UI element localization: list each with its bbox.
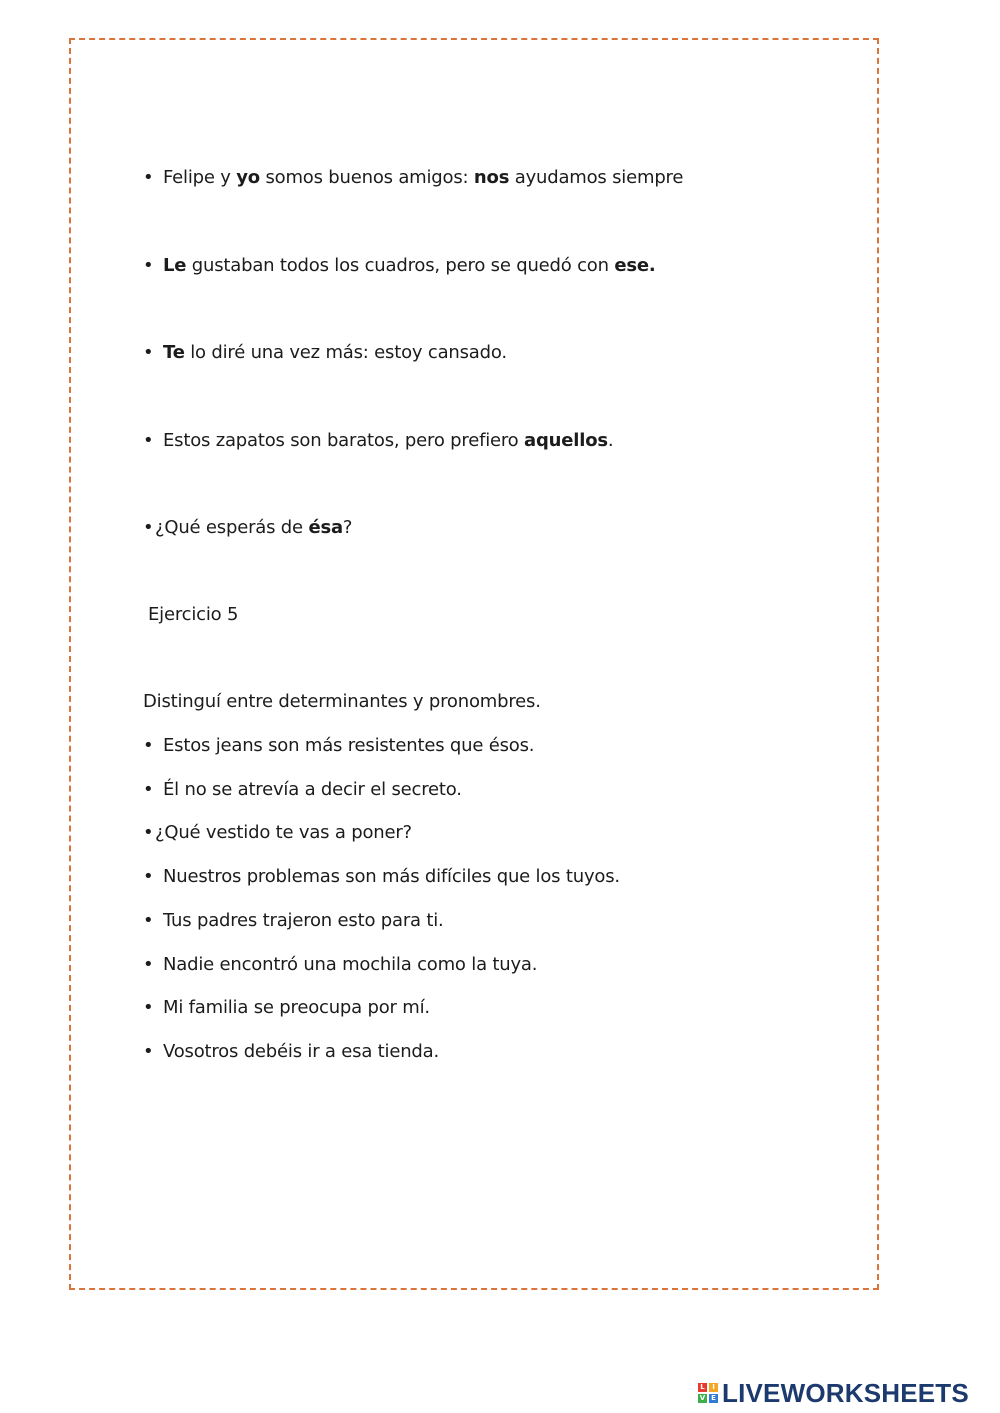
exercise-item-8: [143, 1040, 439, 1064]
sentence-5: [143, 516, 352, 540]
exercise-title: Ejercicio 5: [148, 604, 239, 625]
bold-word: aquellos: [524, 430, 608, 451]
bullet: •: [143, 735, 154, 756]
exercise-item-4: [143, 865, 620, 889]
sentence-3: [143, 341, 507, 365]
sentence-text: somos buenos amigos:: [259, 167, 474, 188]
sentence-text: .: [607, 430, 614, 451]
bold-word: yo: [236, 167, 260, 188]
bullet: •: [143, 517, 154, 538]
item-text: ¿Qué vestido te vas a poner?: [155, 822, 412, 843]
sentence-text: ?: [342, 517, 353, 538]
bullet: •: [143, 910, 154, 931]
bullet: •: [143, 430, 154, 451]
item-text: Nuestros problemas son más difíciles que los tuyos.: [163, 866, 620, 887]
sentence-2: [143, 254, 656, 278]
exercise-item-2: [143, 778, 462, 802]
bold-word: ese.: [614, 255, 656, 276]
sentence-1: [143, 166, 683, 190]
bullet: •: [143, 997, 154, 1018]
sentence-text: lo diré una vez más: estoy cansado.: [184, 342, 507, 363]
bold-word: ésa: [308, 517, 343, 538]
item-text: Vosotros debéis ir a esa tienda.: [163, 1041, 439, 1062]
bold-word: Te: [163, 342, 185, 363]
exercise-item-6: [143, 953, 537, 977]
bold-word: nos: [473, 167, 510, 188]
logo-icon: [698, 1383, 718, 1403]
sentence-text: Estos zapatos son baratos, pero prefiero: [163, 430, 525, 451]
bullet: •: [143, 1041, 154, 1062]
item-text: Tus padres trajeron esto para ti.: [163, 910, 444, 931]
bullet: •: [143, 866, 154, 887]
exercise-item-5: [143, 909, 444, 933]
item-text: Nadie encontró una mochila como la tuya.: [163, 954, 538, 975]
sentence-text: ¿Qué esperás de: [155, 517, 309, 538]
logo-letter: V: [699, 1394, 706, 1402]
sentence-4: [143, 429, 613, 453]
item-text: Estos jeans son más resistentes que ésos.: [163, 735, 535, 756]
bullet: •: [143, 822, 154, 843]
logo-letter: E: [709, 1394, 718, 1403]
sentence-text: gustaban todos los cuadros, pero se quedó con: [186, 255, 615, 276]
item-text: Él no se atrevía a decir el secreto.: [163, 779, 462, 800]
liveworksheets-logo: [698, 1378, 969, 1408]
bullet: •: [143, 167, 154, 188]
exercise-item-3: [143, 821, 412, 845]
bullet: •: [143, 954, 154, 975]
exercise-item-7: [143, 996, 430, 1020]
sentence-text: Felipe y: [163, 167, 237, 188]
logo-letter: L: [698, 1383, 707, 1392]
bullet: •: [143, 342, 154, 363]
exercise-item-1: [143, 734, 534, 758]
bullet: •: [143, 255, 154, 276]
bullet: •: [143, 779, 154, 800]
sentence-text: ayudamos siempre: [509, 167, 684, 188]
logo-letter: I: [709, 1383, 718, 1392]
bold-word: Le: [163, 255, 187, 276]
brand-text: LIVEWORKSHEETS: [722, 1377, 969, 1408]
exercise-instruction: Distinguí entre determinantes y pronombres.: [143, 691, 541, 712]
item-text: Mi familia se preocupa por mí.: [163, 997, 430, 1018]
worksheet-frame: [69, 38, 879, 1290]
